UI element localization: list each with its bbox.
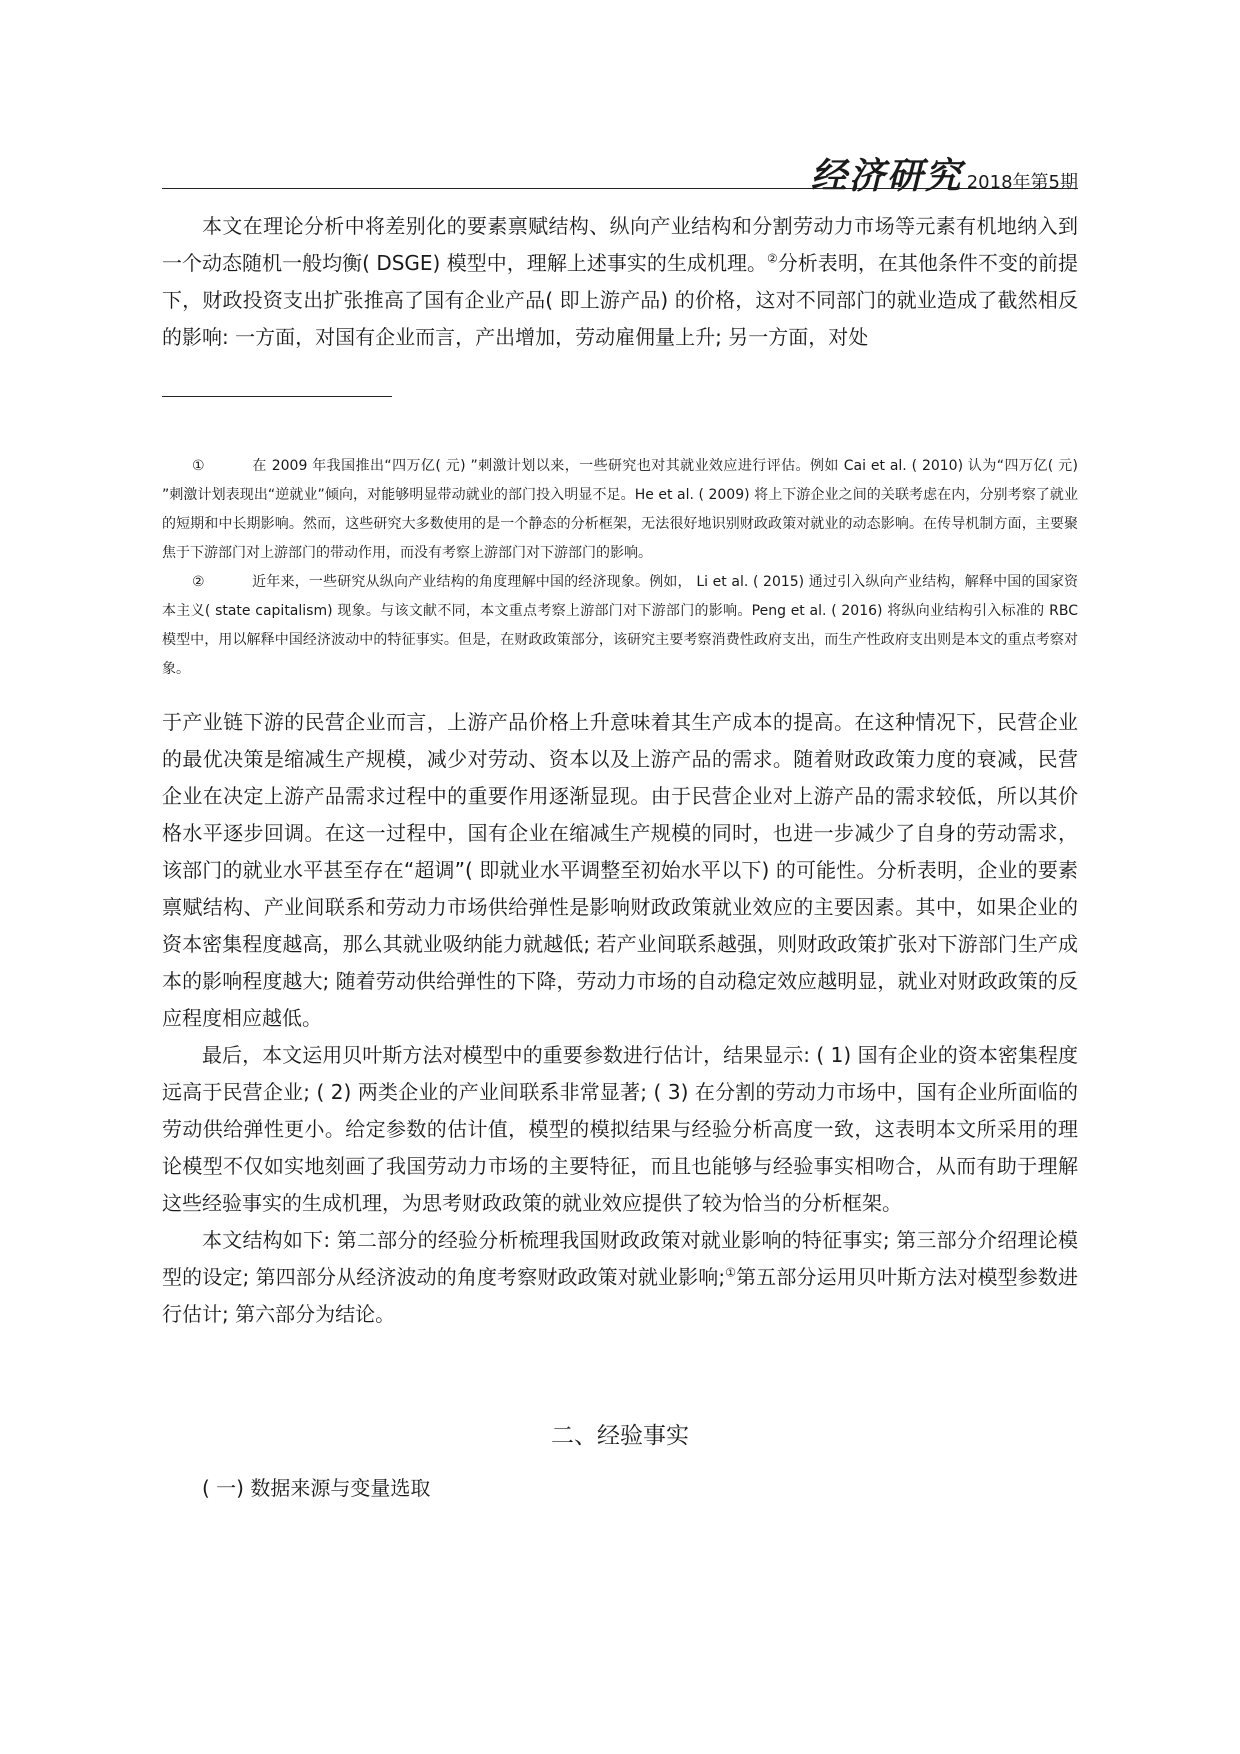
paragraph-continued: 于产业链下游的民营企业而言，上游产品价格上升意味着其生产成本的提高。在这种情况下，民营企业的最优决策是缩减生产规模，减少对劳动、资本以及上游产品的需求。随着财政政策力度的衰减，民营企业在决定上游产品需求过程中的重要作用逐渐显现。由于民营企业对上游产品的需求较低，所以其价格水平逐步回调。在这一过程中，国有企业在缩减生产规模的同时，也进一步减少了自身的劳动需求，该部门的就业水平甚至存在“超调”( 即就业水平调整至初始水平以下) 的可能性。分析表明，企业的要素禀赋结构、产业间联系和劳动力市场供给弹性是影响财政政策就业效应的主要因素。其中，如果企业的资本密集程度越高，那么其就业吸纳能力就越低; 若产业间联系越强，则财政政策扩张对下游部门生产成本的影响程度越大; 随着劳动供给弹性的下降，劳动力市场的自动稳定效应越明显，就业对财政政策的反应程度相应越低。 — [162, 710, 1078, 1030]
paragraph-structure-text-cont: 第五部分运用贝叶斯方法对模型参数进行估计; 第六部分为结论。 — [162, 1265, 1078, 1326]
footnote-1 — [162, 452, 1078, 568]
journal-issue: 2018年第5期 — [966, 172, 1078, 193]
body-text-bottom — [162, 704, 1078, 1333]
paragraph-structure — [162, 1222, 1078, 1333]
subsection-title: ( 一) 数据来源与变量选取 — [202, 1476, 431, 1500]
journal-logo: 经济研究 — [810, 155, 963, 197]
footnote-rule — [162, 396, 392, 397]
footnote-ref-2: ② — [767, 251, 778, 266]
footnote-marker: ① — [192, 458, 205, 474]
paragraph-results: 最后，本文运用贝叶斯方法对模型中的重要参数进行估计，结果显示: ( 1) 国有企业的资本密集程度远高于民营企业; ( 2) 两类企业的产业间联系非常显著; ( 3) 在分割的劳动力市场中，国有企业所面临的劳动供给弹性更小。给定参数的估计值，模型的模拟结果与经验分析高度一致，这表明本文所采用的理论模型不仅如实地刻画了我国劳动力市场的主要特征，而且也能够与经验事实相吻合，从而有助于理解这些经验事实的生成机理，为思考财政政策的就业效应提供了较为恰当的分析框架。 — [162, 1043, 1078, 1215]
footnote-text: 近年来，一些研究从纵向产业结构的角度理解中国的经济现象。例如， Li et al. ( 2015) 通过引入纵向产业结构，解释中国的国家资本主义( state capitalism) 现象。与该文献不同，本文重点考察上游部门对下游部门的影响。Peng et al. ( 2016) 将纵向业结构引入标准的 RBC 模型中，用以解释中国经济波动中的特征事实。但是，在财政政策部分，该研究主要考察消费性政府支出，而生产性政府支出则是本文的重点考察对象。 — [162, 574, 1078, 677]
footnotes — [162, 452, 1078, 684]
journal-title — [811, 148, 1078, 199]
paragraph-intro-text-cont: 分析表明，在其他条件不变的前提下，财政投资支出扩张推高了国有企业产品( 即上游产品) 的价格，这对不同部门的就业造成了截然相反的影响: 一方面，对国有企业而言，产出增加，劳动雇佣量上升; 另一方面，对处 — [162, 251, 1078, 349]
footnote-ref-1: ① — [725, 1265, 737, 1280]
paragraph-intro — [162, 208, 1078, 356]
footnote-2 — [162, 568, 1078, 684]
paragraph-structure-text: 本文结构如下: 第二部分的经验分析梳理我国财政政策对就业影响的特征事实; 第三部分介绍理论模型的设定; 第四部分从经济波动的角度考察财政政策对就业影响; — [162, 1228, 1078, 1289]
body-text-top — [162, 208, 1078, 356]
footnote-marker: ② — [192, 574, 205, 590]
running-header — [162, 148, 1078, 197]
footnote-text: 在 2009 年我国推出“四万亿( 元) ”刺激计划以来，一些研究也对其就业效应进行评估。例如 Cai et al. ( 2010) 认为“四万亿( 元) ”刺激计划表现出“逆就业”倾向，对能够明显带动就业的部门投入明显不足。He et al. ( 2009) 将上下游企业之间的关联考虑在内，分别考察了就业的短期和中长期影响。然而，这些研究大多数使用的是一个静态的分析框架，无法很好地识别财政政策对就业的动态影响。在传导机制方面，主要聚焦于下游部门对上游部门的带动作用，而没有考察上游部门对下游部门的影响。 — [162, 458, 1078, 561]
paragraph-intro-text: 本文在理论分析中将差别化的要素禀赋结构、纵向产业结构和分割劳动力市场等元素有机地纳入到一个动态随机一般均衡( DSGE) 模型中，理解上述事实的生成机理。 — [162, 214, 1078, 275]
section-title: 二、经验事实 — [551, 1423, 689, 1449]
header-rule — [162, 188, 1078, 189]
